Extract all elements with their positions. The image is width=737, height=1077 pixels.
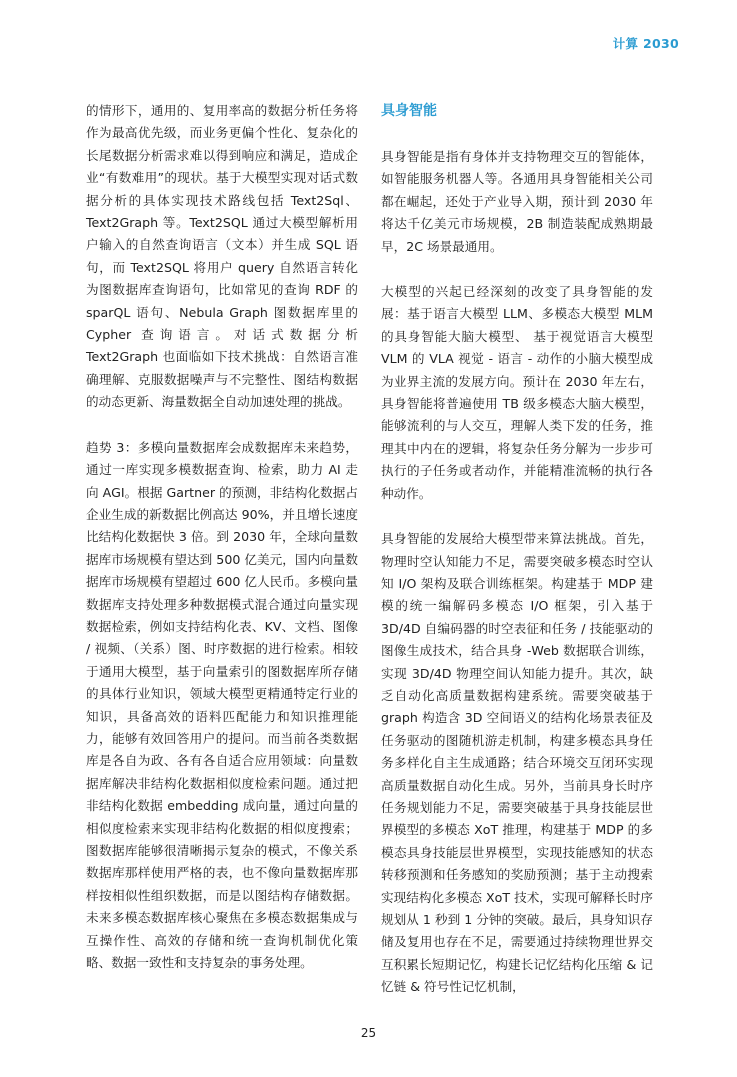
right-column	[381, 100, 653, 1022]
section-title: 具身智能	[381, 103, 437, 119]
body-paragraph: 的情形下，通用的、复用率高的数据分析任务将作为最高优先级，而业务更偏个性化、复杂化的长尾数据分析需求难以得到响应和满足，造成企业“有数难用”的现状。基于大模型实现对话式数据分析的具体实现技术路线包括 Text2Sql、Text2Graph 等。Text2SQL 通过大模型解析用户输入的自然查询语言（文本）并生成 SQL 语句，而 Text2SQL 将用户 query 自然语言转化为图数据库查询语句，比如常见的查询 RDF 的 sparQL 语句、Nebula Graph 图数据库里的 Cypher 查询语言。对话式数据分析 Text2Graph 也面临如下技术挑战：自然语言准确理解、克服数据噪声与不完整性、图结构数据的动态更新、海量数据全自动加速处理的挑战。	[86, 103, 358, 410]
running-header: 计算 2030	[612, 36, 679, 51]
body-paragraph: 大模型的兴起已经深刻的改变了具身智能的发展：基于语言大模型 LLM、多模态大模型 MLM 的具身智能大脑大模型、 基于视觉语言大模型 VLM 的 VLA 视觉 - 语言 - 动作的小脑大模型成为业界主流的发展方向。预计在 2030 年左右，具身智能将普遍使用 TB 级多模态大脑大模型，能够流利的与人交互，理解人类下发的任务，推理其中内在的逻辑，将复杂任务分解为一步步可执行的子任务或者动作，并能精准流畅的执行各种动作。	[381, 284, 653, 501]
left-column	[86, 100, 358, 997]
body-paragraph: 具身智能是指有身体并支持物理交互的智能体，如智能服务机器人等。各通用具身智能相关公司都在崛起，还处于产业导入期，预计到 2030 年将达千亿美元市场规模，2B 制造装配成熟期最早，2C 场景最通用。	[381, 149, 653, 254]
page-number: 25	[360, 1026, 377, 1040]
body-paragraph: 趋势 3：多模向量数据库会成数据库未来趋势，通过一库实现多模数据查询、检索，助力 AI 走向 AGI。根据 Gartner 的预测，非结构化数据占企业生成的新数据比例高达 90%，并且增长速度比结构化数据快 3 倍。到 2030 年，全球向量数据库市场规模有望达到 500 亿美元，国内向量数据库市场规模有望超过 600 亿人民币。多模向量数据库支持处理多种数据模式混合通过向量实现数据检索，例如支持结构化表、KV、文档、图像 / 视频、（关系）图、时序数据的进行检索。相较于通用大模型，基于向量索引的图数据库所存储的具体行业知识，领域大模型更精通特定行业的知识，具备高效的语料匹配能力和知识推理能力，能够有效回答用户的提问。而当前各类数据库是各自为政、各有各自适合应用领域：向量数据库解决非结构化数据相似度检索问题。通过把非结构化数据 embedding 成向量，通过向量的相似度检索来实现非结构化数据的相似度搜索；图数据库能够很清晰揭示复杂的模式，不像关系数据库那样使用严格的表，也不像向量数据库那样按相似性组织数据，而是以图结构存储数据。未来多模态数据库核心聚焦在多模态数据集成与互操作性、高效的存储和统一查询机制优化策略、数据一致性和支持复杂的事务处理。	[86, 439, 358, 971]
body-paragraph: 具身智能的发展给大模型带来算法挑战。首先，物理时空认知能力不足，需要突破多模态时空认知 I/O 架构及联合训练框架。构建基于 MDP 建模的统一编解码多模态 I/O 框架，引入基于 3D/4D 自编码器的时空表征和任务 / 技能驱动的图像生成技术，结合具身 -Web 数据联合训练，实现 3D/4D 物理空间认知能力提升。其次，缺乏自动化高质量数据构建系统。需要突破基于 graph 构造含 3D 空间语义的结构化场景表征及任务驱动的图随机游走机制，构建多模态具身任务多样化自主生成通路；结合环境交互闭环实现高质量数据自动化生成。另外，当前具身长时序任务规划能力不足，需要突破基于具身技能层世界模型的多模态 XoT 推理，构建基于 MDP 的多模态具身技能层世界模型，实现技能感知的状态转移预测和任务感知的奖励预测；基于主动搜索实现结构化多模态 XoT 技术，实现可解释长时序规划从 1 秒到 1 分钟的突破。最后，具身知识存储及复用也存在不足，需要通过持续物理世界交互积累长短期记忆，构建长记忆结构化压缩 & 记忆链 & 符号性记忆机制，	[381, 531, 653, 995]
